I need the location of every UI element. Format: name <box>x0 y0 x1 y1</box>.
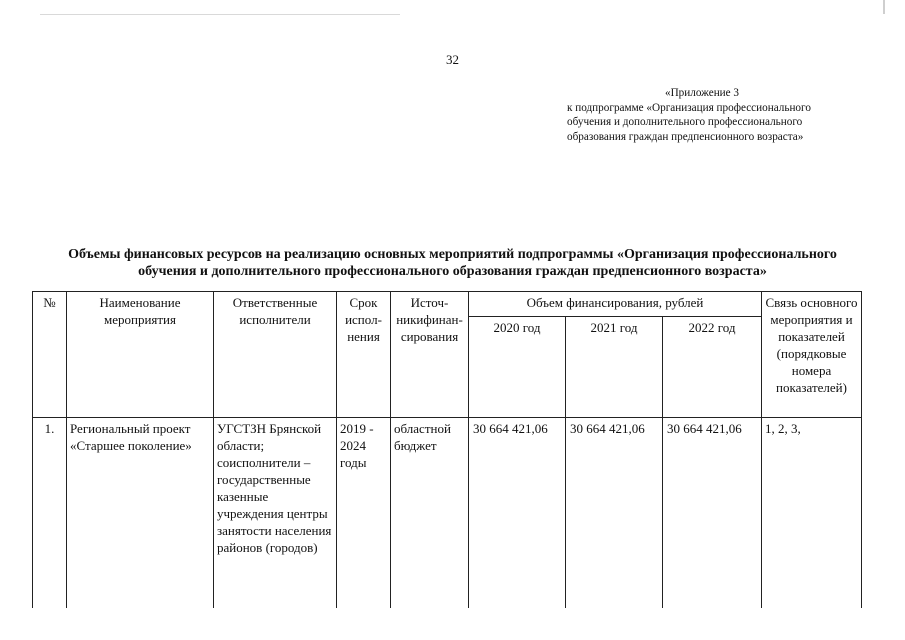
header-year-2021: 2021 год <box>566 317 663 418</box>
header-year-2022: 2022 год <box>663 317 762 418</box>
table-header-row <box>33 292 862 317</box>
header-term: Срок испол-нения <box>337 292 391 418</box>
scan-artifact-corner <box>883 0 885 14</box>
appendix-note <box>567 86 867 144</box>
header-link: Связь основного мероприятия и показателей (порядковые номера показателей) <box>762 292 862 418</box>
appendix-line-4: образования граждан предпенсионного возраста» <box>567 130 804 143</box>
funding-table <box>32 291 862 608</box>
scan-artifact-top-line <box>40 14 400 15</box>
cell-amount-2020: 30 664 421,06 <box>469 418 566 609</box>
cell-term: 2019 - 2024 годы <box>337 418 391 609</box>
cell-name: Региональный проект «Старшее поколение» <box>67 418 214 609</box>
document-title-line-1: Объемы финансовых ресурсов на реализацию основных мероприятий подпрограммы «Организация профессионального <box>68 247 837 262</box>
header-funding: Объем финансирования, рублей <box>469 292 762 317</box>
header-name: Наименование мероприятия <box>67 292 214 418</box>
appendix-line-2: к подпрограмме «Организация профессионального <box>567 101 811 114</box>
header-executors: Ответственные исполнители <box>214 292 337 418</box>
cell-link: 1, 2, 3, <box>762 418 862 609</box>
cell-executors: УГСТЗН Брянской области; соисполнители – государственные казенные учреждения центры занятости населения районов (городов) <box>214 418 337 609</box>
page-number: 32 <box>446 52 459 67</box>
table-row <box>33 418 862 609</box>
cell-source: областной бюджет <box>391 418 469 609</box>
header-num: № <box>33 292 67 418</box>
header-source: Источ-никифинан-сирования <box>391 292 469 418</box>
cell-amount-2022: 30 664 421,06 <box>663 418 762 609</box>
document-title <box>20 246 885 280</box>
appendix-line-3: обучения и дополнительного профессионального <box>567 116 803 128</box>
document-title-line-2: обучения и дополнительного профессионального образования граждан предпенсионного возраста» <box>138 264 767 279</box>
cell-amount-2021: 30 664 421,06 <box>566 418 663 609</box>
header-year-2020: 2020 год <box>469 317 566 418</box>
cell-num: 1. <box>33 418 67 609</box>
appendix-line-1: «Приложение 3 <box>665 87 740 99</box>
